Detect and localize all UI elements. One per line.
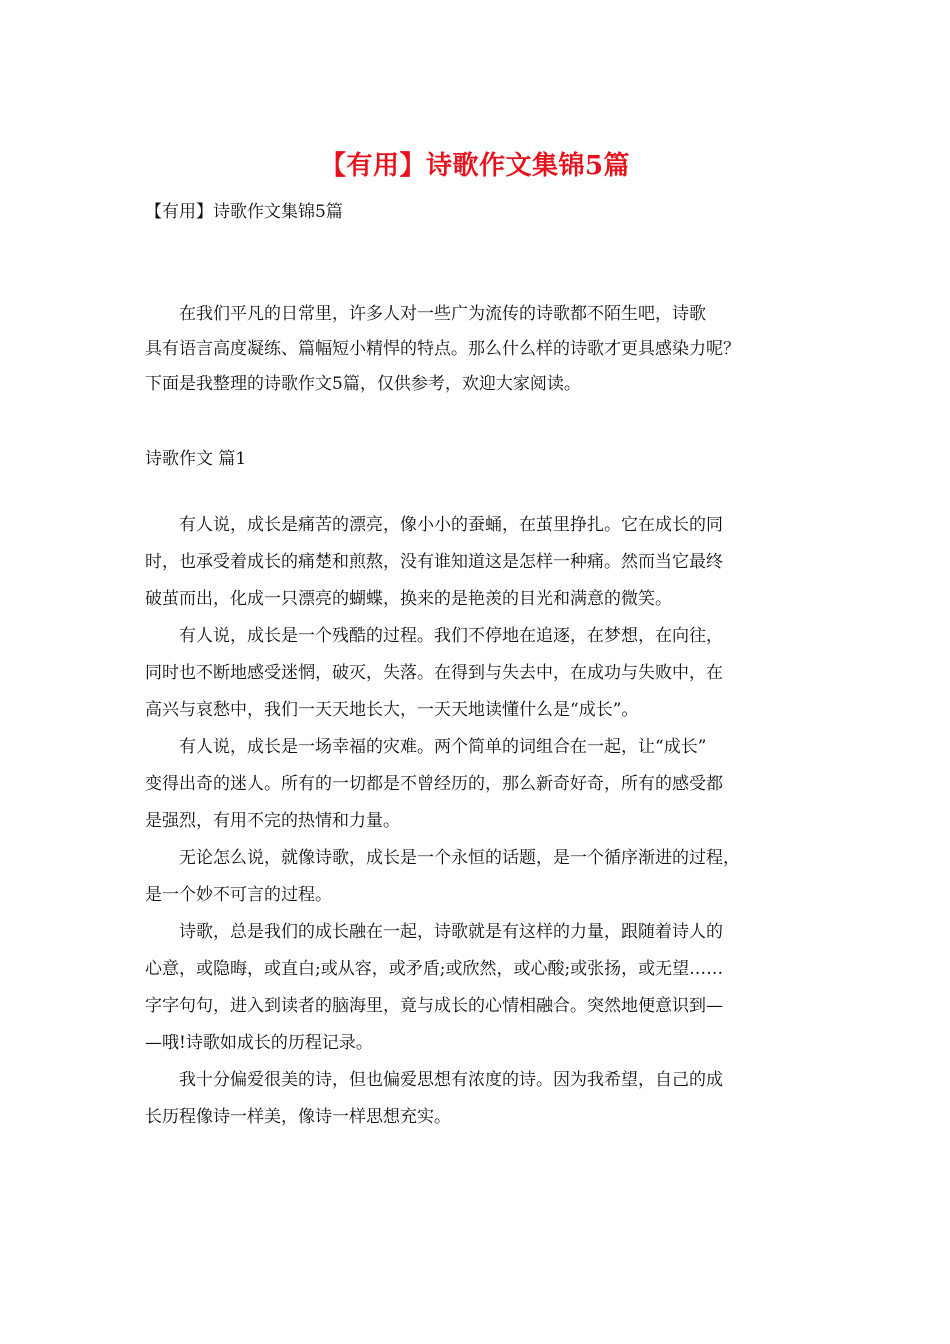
body-line: 有人说，成长是一个残酷的过程。我们不停地在追逐，在梦想，在向往， <box>145 626 723 646</box>
body-line: —哦!诗歌如成长的历程记录。 <box>145 1033 373 1053</box>
body-line: 是强烈，有用不完的热情和力量。 <box>145 811 400 831</box>
body-line: 长历程像诗一样美，像诗一样思想充实。 <box>145 1107 451 1127</box>
document-subtitle: 【有用】诗歌作文集锦5篇 <box>145 202 343 222</box>
body-line: 破茧而出，化成一只漂亮的蝴蝶，换来的是艳羡的目光和满意的微笑。 <box>145 589 672 609</box>
body-line: 诗歌，总是我们的成长融在一起，诗歌就是有这样的力量，跟随着诗人的 <box>145 922 723 942</box>
body-line: 同时也不断地感受迷惘，破灭，失落。在得到与失去中，在成功与失败中，在 <box>145 663 723 683</box>
essay-body <box>145 507 815 1136</box>
body-line: 字字句句，进入到读者的脑海里，竟与成长的心情相融合。突然地便意识到— <box>145 996 723 1016</box>
body-line: 时，也承受着成长的痛楚和煎熬，没有谁知道这是怎样一种痛。然而当它最终 <box>145 552 723 572</box>
body-line: 我十分偏爱很美的诗，但也偏爱思想有浓度的诗。因为我希望，自己的成 <box>145 1070 723 1090</box>
document-title: 【有用】诗歌作文集锦5篇 <box>319 151 631 181</box>
section-heading: 诗歌作文 篇1 <box>145 449 247 469</box>
intro-line: 下面是我整理的诗歌作文5篇，仅供参考，欢迎大家阅读。 <box>145 374 581 394</box>
body-line: 心意，或隐晦，或直白;或从容，或矛盾;或欣然，或心酸;或张扬，或无望…… <box>145 959 724 979</box>
intro-line: 在我们平凡的日常里，许多人对一些广为流传的诗歌都不陌生吧，诗歌 <box>145 304 706 324</box>
body-line: 变得出奇的迷人。所有的一切都是不曾经历的，那么新奇好奇，所有的感受都 <box>145 774 723 794</box>
body-line: 无论怎么说，就像诗歌，成长是一个永恒的话题，是一个循序渐进的过程， <box>145 848 740 868</box>
body-line: 有人说，成长是一场幸福的灾难。两个简单的词组合在一起，让“成长” <box>145 737 707 757</box>
body-line: 是一个妙不可言的过程。 <box>145 885 332 905</box>
body-line: 高兴与哀愁中，我们一天天地长大，一天天地读懂什么是“成长”。 <box>145 700 639 720</box>
intro-line: 具有语言高度凝练、篇幅短小精悍的特点。那么什么样的诗歌才更具感染力呢？ <box>145 339 740 359</box>
intro-paragraph <box>145 297 815 402</box>
body-line: 有人说，成长是痛苦的漂亮，像小小的蚕蛹，在茧里挣扎。它在成长的同 <box>145 515 723 535</box>
